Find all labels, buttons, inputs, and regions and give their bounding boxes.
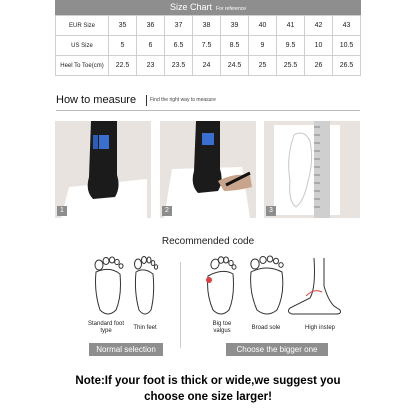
size-cell: 38 (193, 16, 221, 36)
high-instep-icon (284, 252, 348, 318)
size-chart-subtitle: For reference (216, 6, 247, 12)
size-cell: 9 (249, 36, 277, 56)
high-instep-label: High instep (304, 325, 336, 331)
size-cell: 26.5 (333, 56, 361, 76)
size-cell: 23 (137, 56, 165, 76)
standard-foot-label: Standard foot type (87, 321, 125, 334)
size-cell: 25.5 (277, 56, 305, 76)
size-cell: 8.5 (221, 36, 249, 56)
measure-photo-3 (264, 121, 360, 218)
size-cell: 40 (249, 16, 277, 36)
thin-foot-icon (128, 252, 162, 318)
size-chart-title: Size Chart (169, 2, 212, 12)
size-cell: 23.5 (165, 56, 193, 76)
size-cell: 35 (109, 16, 137, 36)
big-toe-valgus-label: Big toe valgus (212, 321, 232, 334)
measure-divider (146, 95, 147, 106)
step-number-2: 2 (162, 206, 172, 216)
size-cell: 26 (305, 56, 333, 76)
measure-subtitle: Find the right way to measure (150, 97, 216, 103)
size-chart-row (56, 16, 361, 36)
measure-photo-2 (160, 121, 256, 218)
size-cell: 5 (109, 36, 137, 56)
row-label: EUR Size (56, 16, 109, 36)
size-cell: 24 (193, 56, 221, 76)
sock-foot-pen-photo (160, 121, 256, 218)
size-cell: 41 (277, 16, 305, 36)
size-cell: 6 (137, 36, 165, 56)
recommendation-divider (180, 262, 181, 348)
broad-sole-icon (247, 252, 287, 318)
size-cell: 25 (249, 56, 277, 76)
thin-feet-label: Thin feet (133, 325, 157, 331)
size-chart-table (55, 15, 361, 76)
size-cell: 24.5 (221, 56, 249, 76)
size-cell: 9.5 (277, 36, 305, 56)
row-label: Heel To Toe(cm) (56, 56, 109, 76)
size-cell: 6.5 (165, 36, 193, 56)
measure-title: How to measure (56, 94, 137, 106)
size-cell: 7.5 (193, 36, 221, 56)
paper-ruler-photo (264, 121, 360, 218)
note-line-2: choose one size larger! (144, 391, 272, 403)
standard-foot-icon (90, 252, 128, 318)
measure-photo-1 (55, 121, 151, 218)
size-cell: 42 (305, 16, 333, 36)
row-label: US Size (56, 36, 109, 56)
size-chart-row (56, 56, 361, 76)
step-number-3: 3 (266, 206, 276, 216)
size-cell: 37 (165, 16, 193, 36)
broad-sole-label: Broad sole (251, 325, 281, 331)
size-chart-row (56, 36, 361, 56)
choose-bigger-badge: Choose the bigger one (226, 343, 328, 356)
recommended-title: Recommended code (161, 236, 255, 247)
sock-foot-photo (55, 121, 151, 218)
measure-underline (56, 110, 360, 111)
size-chart-header (55, 0, 361, 15)
step-number-1: 1 (57, 206, 67, 216)
size-cell: 22.5 (109, 56, 137, 76)
size-cell: 39 (221, 16, 249, 36)
note-line-1: Note:If your foot is thick or wide,we suggest you (75, 375, 341, 387)
size-cell: 36 (137, 16, 165, 36)
size-cell: 43 (333, 16, 361, 36)
size-cell: 10.5 (333, 36, 361, 56)
big-toe-valgus-icon (203, 252, 241, 318)
normal-selection-badge: Normal selection (89, 343, 163, 356)
size-cell: 10 (305, 36, 333, 56)
